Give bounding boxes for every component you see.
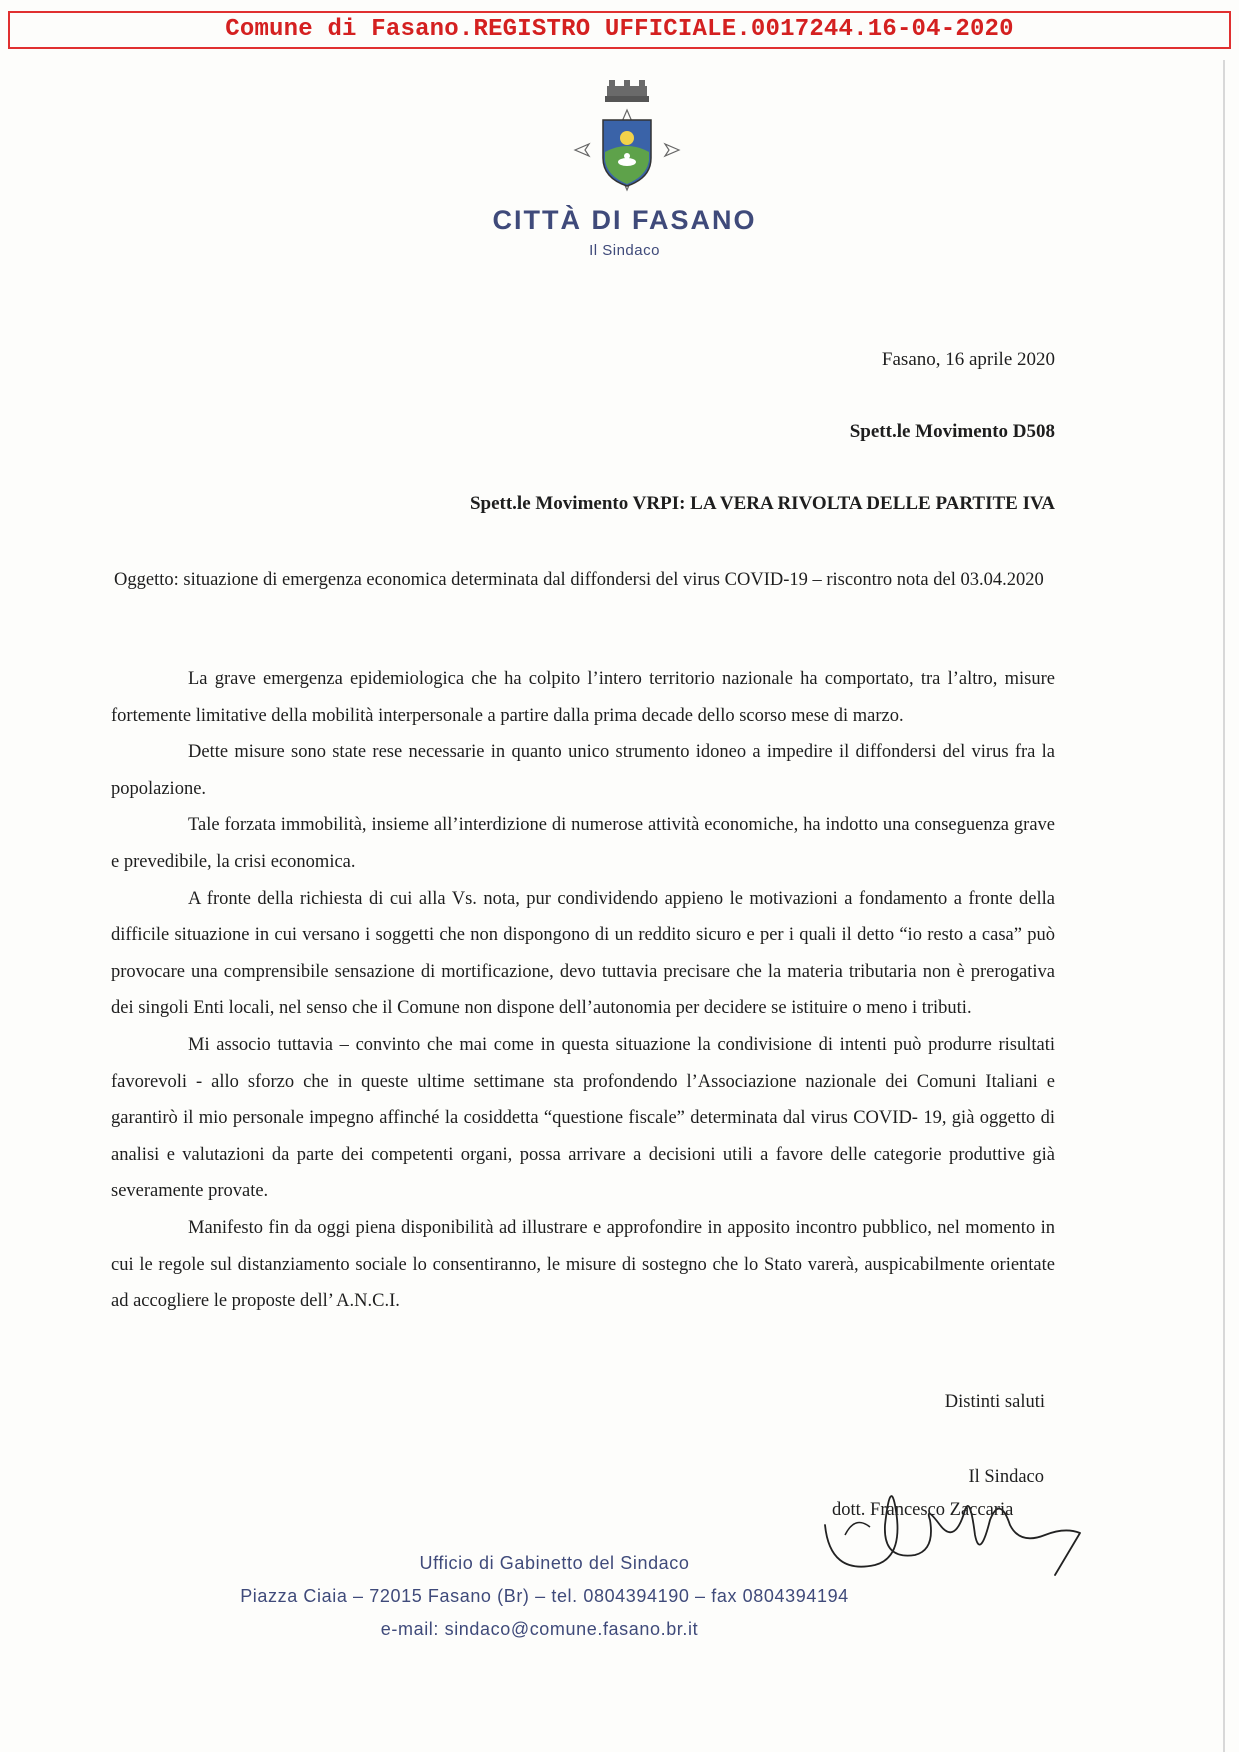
letter-subject: Oggetto: situazione di emergenza economica determinata dal diffondersi del virus COVID-19 – riscontro nota del 03.04.2020 [114, 570, 1044, 590]
letter-date: Fasano, 16 aprile 2020 [881, 349, 1055, 370]
registry-stamp: Comune di Fasano.REGISTRO UFFICIALE.0017244.16-04-2020 [8, 11, 1231, 49]
body-paragraph: Tale forzata immobilità, insieme all’interdizione di numerose attività economiche, ha indotto una conseguenza grave e prevedibile, la crisi economica. [111, 815, 1055, 872]
recipient-2: Spett.le Movimento VRPI: LA VERA RIVOLTA DELLE PARTITE IVA [469, 493, 1055, 514]
coat-of-arms-emblem [567, 80, 687, 200]
body-paragraph: Dette misure sono state rese necessarie in quanto unico strumento idoneo a impedire il diffondersi del virus fra la popolazione. [111, 742, 1055, 799]
city-name: CITTÀ DI FASANO [492, 205, 757, 235]
page-edge [1223, 60, 1225, 1752]
signatory-role: Il Sindaco [968, 1467, 1044, 1487]
footer-email: e-mail: sindaco@comune.fasano.br.it [380, 1619, 699, 1639]
body-paragraph: Mi associo tuttavia – convinto che mai come in questa situazione la condivisione di intenti può produrre risultati favorevoli - allo sforzo che in queste ultime settimane sta profondendo l’Associazione nazionale dei Comuni Italiani e garantirò il mio personale impegno affinché la cosiddetta “questione fiscale” determinata dal virus COVID- 19, già oggetto di analisi e valutazioni da parte dei competenti organi, possa arrivare a decisioni utili a favore delle categorie produttive già severamente provate. [111, 1034, 1055, 1202]
city-subtitle: Il Sindaco [589, 242, 660, 259]
footer-office: Ufficio di Gabinetto del Sindaco [419, 1553, 690, 1573]
closing-salutation: Distinti saluti [944, 1392, 1045, 1412]
recipient-1: Spett.le Movimento D508 [849, 421, 1055, 442]
body-paragraph: Manifesto fin da oggi piena disponibilità ad illustrare e approfondire in apposito incontro pubblico, nel momento in cui le regole sul distanziamento sociale lo consentiranno, le misure di sostegno che lo Stato varerà, auspicabilmente orientate ad accogliere le proposte dell’ A.N.C.I. [111, 1217, 1055, 1312]
body-paragraph: La grave emergenza epidemiologica che ha colpito l’intero territorio nazionale ha comportato, tra l’altro, misure fortemente limitative della mobilità interpersonale a partire dalla prima decade dello scorso mese di marzo. [111, 669, 1055, 726]
signatory-name: dott. Francesco Zaccaria [832, 1500, 1014, 1520]
body-paragraph: A fronte della richiesta di cui alla Vs. nota, pur condividendo appieno le motivazioni a fondamento a fronte della difficile situazione in cui versano i soggetti che non dispongono di un reddito sicuro e per i quali il detto “io resto a casa” può provocare una comprensibile sensazione di mortificazione, devo tuttavia precisare che la materia tributaria non è prerogativa dei singoli Enti locali, nel senso che il Comune non dispone dell’autonomia per decidere se istituire o meno i tributi. [111, 888, 1055, 1019]
footer-address: Piazza Ciaia – 72015 Fasano (Br) – tel. 0804394190 – fax 0804394194 [240, 1586, 849, 1606]
letter-body [111, 661, 1055, 1320]
